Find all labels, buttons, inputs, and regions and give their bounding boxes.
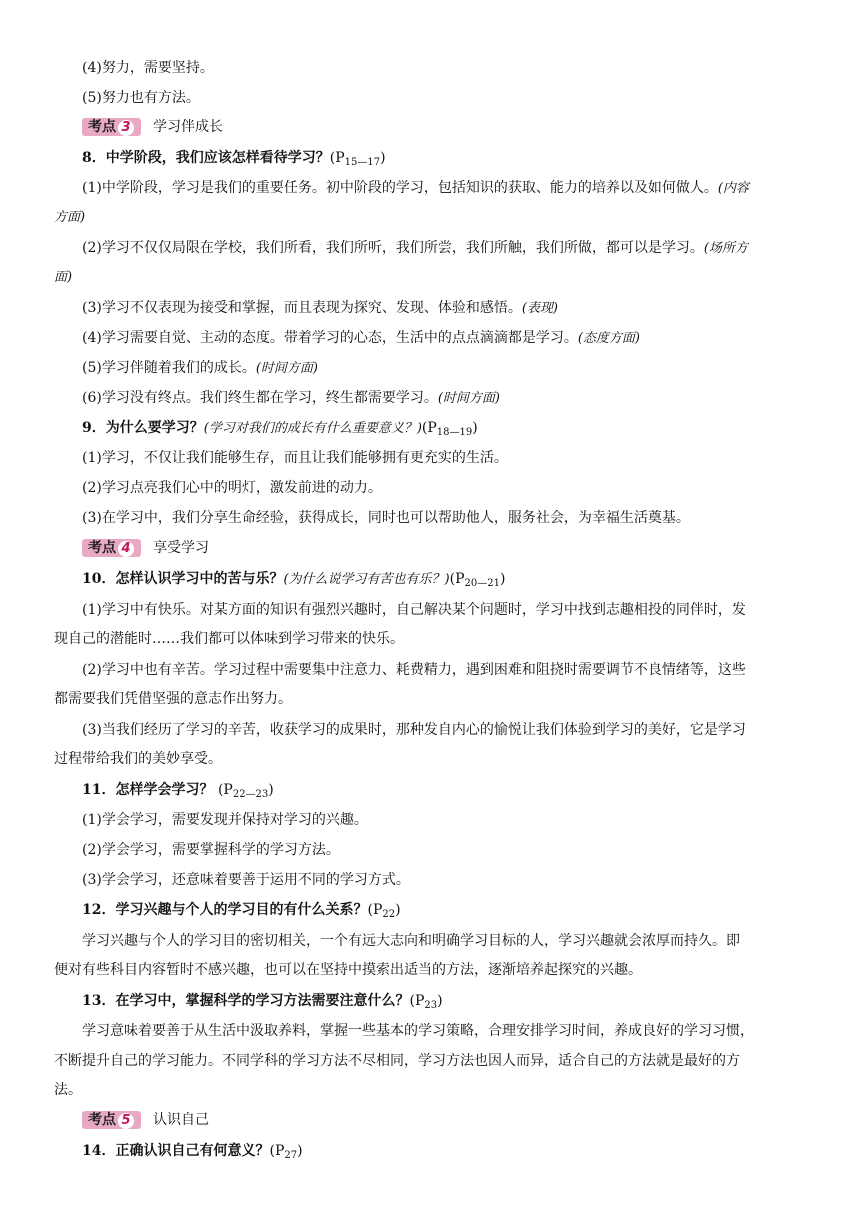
paragraph-line: (1)中学阶段，学习是我们的重要任务。初中阶段的学习，包括知识的获取、能力的培养以及如何做人。(内容 xyxy=(82,180,749,196)
section-heading-kaodian-5 xyxy=(82,1110,209,1130)
question-8: 8．中学阶段，我们应该怎样看待学习？$(P_{15—17})$ xyxy=(82,150,386,168)
paragraph-line: (4)努力，需要坚持。 xyxy=(82,60,214,76)
paragraph-line: (3)学会学习，还意味着要善于运用不同的学习方式。 xyxy=(82,872,410,888)
paragraph-line: 都需要我们凭借坚强的意志作出努力。 xyxy=(54,691,292,707)
paragraph-line: 方面) xyxy=(54,210,86,225)
paragraph-line: (5)努力也有方法。 xyxy=(82,90,200,106)
paragraph-line: 学习意味着要善于从生活中汲取养料，掌握一些基本的学习策略，合理安排学习时间，养成良好的学习习惯， xyxy=(82,1023,754,1039)
kaodian-number: 3 xyxy=(118,120,134,136)
paragraph-line: 面) xyxy=(54,270,73,285)
kaodian-badge: 考点 3 xyxy=(82,118,141,136)
question-9: 9．为什么要学习？(学习对我们的成长有什么重要意义？)$(P_{18—19})$ xyxy=(82,420,478,438)
question-14: 14．正确认识自己有何意义？$(P_{27})$ xyxy=(82,1143,303,1161)
section-title: 学习伴成长 xyxy=(153,119,223,135)
section-title: 享受学习 xyxy=(153,540,209,556)
paragraph-line: 过程带给我们的美妙享受。 xyxy=(54,751,222,767)
paragraph-line: 法。 xyxy=(54,1082,82,1098)
paragraph-line: (2)学习中也有辛苦。学习过程中需要集中注意力、耗费精力，遇到困难和阻挠时需要调节不良情绪等，这些 xyxy=(82,662,746,678)
kaodian-badge: 考点 4 xyxy=(82,539,141,557)
section-heading-kaodian-4 xyxy=(82,538,209,558)
paragraph-line: (3)学习不仅表现为接受和掌握，而且表现为探究、发现、体验和感悟。(表现) xyxy=(82,300,558,316)
paragraph-line: 不断提升自己的学习能力。不同学科的学习方法不尽相同，学习方法也因人而异，适合自己的方法就是最好的方 xyxy=(54,1053,740,1069)
paragraph-line: (2)学习不仅仅局限在学校，我们所看，我们所听，我们所尝，我们所触，我们所做，都可以是学习。(场所方 xyxy=(82,240,748,256)
kaodian-number: 4 xyxy=(118,541,134,557)
section-title: 认识自己 xyxy=(153,1112,209,1128)
paragraph-line: (5)学习伴随着我们的成长。(时间方面) xyxy=(82,360,318,376)
paragraph-line: (1)学习，不仅让我们能够生存，而且让我们能够拥有更充实的生活。 xyxy=(82,450,508,466)
paragraph-line: 现自己的潜能时……我们都可以体味到学习带来的快乐。 xyxy=(54,631,404,647)
paragraph-line: (2)学会学习，需要掌握科学的学习方法。 xyxy=(82,842,340,858)
question-12: 12．学习兴趣与个人的学习目的有什么关系？$(P_{22})$ xyxy=(82,902,401,920)
question-10: 10．怎样认识学习中的苦与乐？(为什么说学习有苦也有乐？)$(P_{20—21})$ xyxy=(82,571,506,589)
kaodian-number: 5 xyxy=(118,1113,134,1129)
paragraph-line: (1)学习中有快乐。对某方面的知识有强烈兴趣时，自己解决某个问题时，学习中找到志趣相投的同伴时，发 xyxy=(82,602,746,618)
paragraph-line: (3)在学习中，我们分享生命经验，获得成长，同时也可以帮助他人，服务社会，为幸福生活奠基。 xyxy=(82,510,690,526)
paragraph-line: 便对有些科目内容暂时不感兴趣，也可以在坚持中摸索出适当的方法，逐渐培养起探究的兴趣。 xyxy=(54,962,642,978)
paragraph-line: (6)学习没有终点。我们终生都在学习，终生都需要学习。(时间方面) xyxy=(82,390,500,406)
question-11: 11．怎样学会学习？ $(P_{22—23})$ xyxy=(82,782,274,800)
paragraph-line: (4)学习需要自觉、主动的态度。带着学习的心态，生活中的点点滴滴都是学习。(态度方面) xyxy=(82,330,640,346)
paragraph-line: (3)当我们经历了学习的辛苦，收获学习的成果时，那种发自内心的愉悦让我们体验到学习的美好，它是学习 xyxy=(82,722,746,738)
question-13: 13．在学习中，掌握科学的学习方法需要注意什么？$(P_{23})$ xyxy=(82,993,443,1011)
kaodian-badge: 考点 5 xyxy=(82,1111,141,1129)
section-heading-kaodian-3 xyxy=(82,117,223,137)
paragraph-line: 学习兴趣与个人的学习目的密切相关，一个有远大志向和明确学习目标的人，学习兴趣就会浓厚而持久。即 xyxy=(82,933,740,949)
paragraph-line: (1)学会学习，需要发现并保持对学习的兴趣。 xyxy=(82,812,368,828)
paragraph-line: (2)学习点亮我们心中的明灯，激发前进的动力。 xyxy=(82,480,382,496)
